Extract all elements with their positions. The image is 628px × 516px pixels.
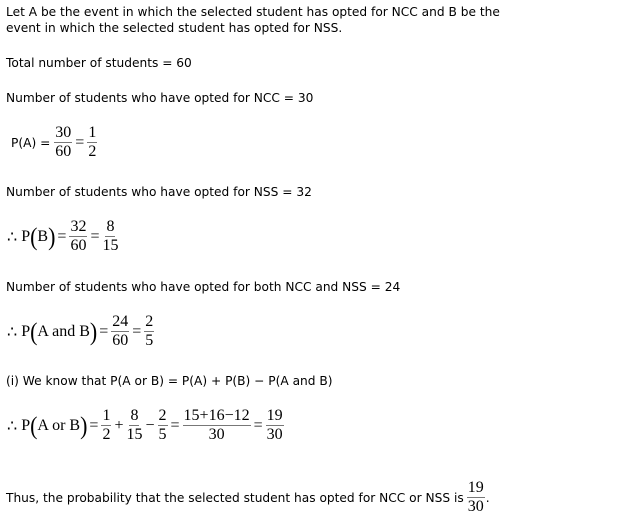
fraction: $\frac{8}{15}$ bbox=[102, 218, 119, 254]
intro-text-line1: Let A be the event in which the selected student has opted for NCC and B be the bbox=[6, 5, 500, 19]
fraction: $\frac{2}{5}$ bbox=[158, 407, 167, 443]
formula-text: (i) We know that P(A or B) = P(A) + P(B) − P(A and B) bbox=[6, 374, 333, 388]
fraction: $\frac{15+16-12}{30}$ bbox=[183, 407, 250, 443]
equation-paob: ∴ P ( A or B ) = $\frac{1}{2}$ + $\frac{8}{15}$ − $\frac{2}{5}$ = $\frac{15+16-12}{30}$ = $\frac{19}{30}$ bbox=[7, 407, 283, 443]
final-fraction: $\frac{19}{30}$ bbox=[467, 479, 484, 515]
conclusion-text: Thus, the probability that the selected student has opted for NCC or NSS is $\frac{19}{30}$ . bbox=[6, 479, 490, 515]
fraction: $\frac{24}{60}$ bbox=[112, 313, 129, 349]
total-students-text: Total number of students = 60 bbox=[6, 56, 192, 70]
fraction: $\frac{19}{30}$ bbox=[266, 407, 283, 443]
fraction: $\frac{32}{60}$ bbox=[70, 218, 87, 254]
fraction: $\frac{2}{5}$ bbox=[145, 313, 154, 349]
fraction: $\frac{8}{15}$ bbox=[126, 407, 143, 443]
equation-pa: P(A) = $\frac{30}{60}$ = $\frac{1}{2}$ bbox=[11, 124, 97, 160]
equation-pab: ∴ P ( A and B ) = $\frac{24}{60}$ = $\frac{2}{5}$ bbox=[7, 313, 154, 349]
both-count-text: Number of students who have opted for both NCC and NSS = 24 bbox=[6, 280, 401, 294]
nss-count-text: Number of students who have opted for NSS = 32 bbox=[6, 185, 312, 199]
fraction: $\frac{1}{2}$ bbox=[88, 124, 97, 160]
equation-pb: ∴ P ( B ) = $\frac{32}{60}$ = $\frac{8}{15}$ bbox=[7, 218, 119, 254]
ncc-count-text: Number of students who have opted for NCC = 30 bbox=[6, 91, 314, 105]
fraction: $\frac{1}{2}$ bbox=[102, 407, 111, 443]
fraction: $\frac{30}{60}$ bbox=[55, 124, 72, 160]
intro-text-line2: event in which the selected student has opted for NSS. bbox=[6, 21, 343, 35]
pa-lhs: P(A) = bbox=[11, 135, 51, 150]
